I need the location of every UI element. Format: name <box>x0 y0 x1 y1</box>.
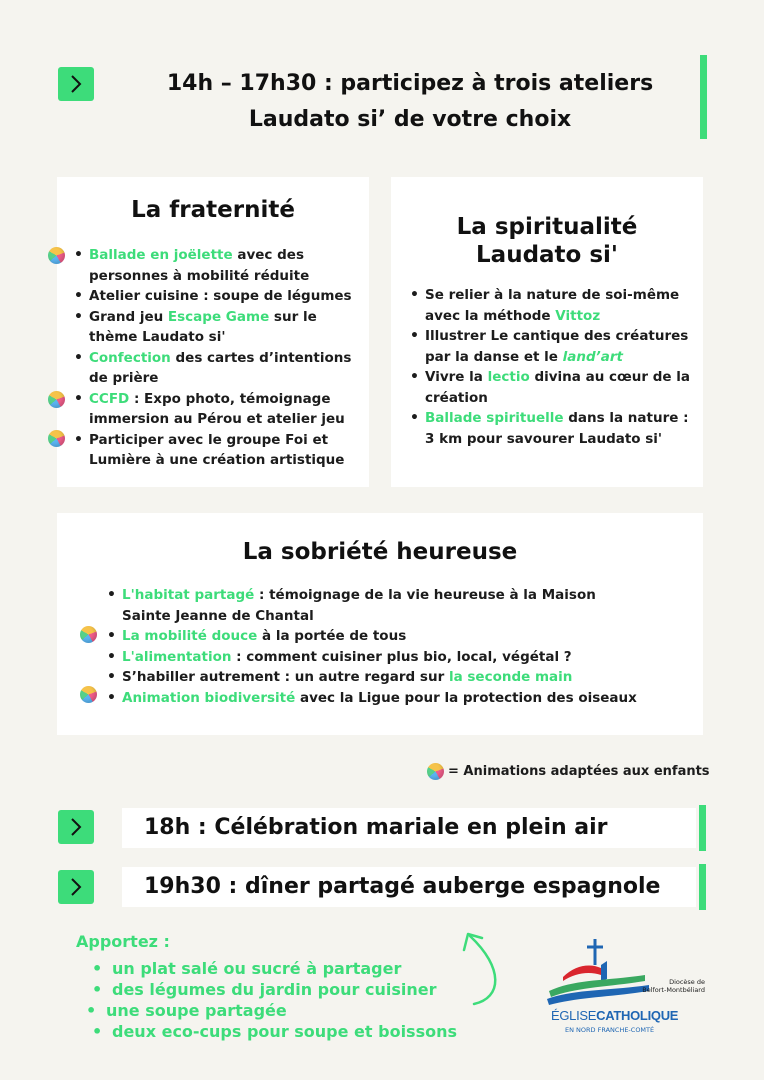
list-item: • Confection des cartes d’intentions de prière <box>89 348 361 389</box>
list-item: • Animation biodiversité avec la Ligue pour la protection des oiseaux <box>122 688 692 709</box>
header-title <box>120 66 700 138</box>
church-logo-icon <box>545 935 655 1007</box>
list-item: • des légumes du jardin pour cuisiner <box>112 979 457 1000</box>
list-item: • La mobilité douce à la portée de tous <box>122 626 692 647</box>
bring-title: Apportez : <box>76 932 170 951</box>
spiritualite-list <box>425 285 693 449</box>
kids-ball-icon <box>80 686 97 703</box>
panel-sobriete <box>57 513 703 735</box>
event-title-celebration: 18h : Célébration mariale en plein air <box>122 808 696 848</box>
event-arrow-button[interactable] <box>58 810 94 844</box>
kids-ball-icon <box>80 626 97 643</box>
list-item: • Grand jeu Escape Game sur le thème Laudato si' <box>89 307 361 348</box>
header-accent-bar <box>700 55 707 139</box>
logo-region: EN NORD FRANCHE-COMTÉ <box>565 1026 655 1034</box>
list-item: • S’habiller autrement : un autre regard sur la seconde main <box>122 667 692 688</box>
list-item: • Ballade spirituelle dans la nature : 3 km pour savourer Laudato si' <box>425 408 693 449</box>
fraternite-list <box>89 245 361 471</box>
list-item: • CCFD : Expo photo, témoignage immersion au Pérou et atelier jeu <box>89 389 361 430</box>
logo-brand: ÉGLISECATHOLIQUE <box>551 1008 679 1023</box>
panel-title: La spiritualité Laudato si' <box>456 214 638 268</box>
chevron-right-icon <box>58 810 94 844</box>
chevron-right-icon <box>58 67 94 101</box>
kids-ball-icon <box>48 247 65 264</box>
list-item: • une soupe partagée <box>106 1000 457 1021</box>
list-item: • L'alimentation : comment cuisiner plus bio, local, végétal ? <box>122 647 692 668</box>
curved-arrow-icon <box>458 928 518 1012</box>
list-item: • L'habitat partagé : témoignage de la vie heureuse à la Maison Sainte Jeanne de Chantal <box>122 585 692 626</box>
list-item: • deux eco-cups pour soupe et boissons <box>112 1021 457 1042</box>
logo-diocese-line2: Belfort-Montbéliard <box>642 986 705 994</box>
list-item: • Atelier cuisine : soupe de légumes <box>89 286 361 307</box>
header-arrow-button[interactable] <box>58 67 94 101</box>
event-arrow-button[interactable] <box>58 870 94 904</box>
list-item: • Vivre la lectio divina au cœur de la création <box>425 367 693 408</box>
bring-list <box>106 958 458 1042</box>
header-title-line2: Laudato si’ de votre choix <box>248 107 572 132</box>
panel-fraternite <box>57 177 369 487</box>
legend-text: = Animations adaptées aux enfants <box>448 764 710 779</box>
panel-title: La fraternité <box>131 197 295 223</box>
list-item: • Se relier à la nature de soi-même avec la méthode Vittoz <box>425 285 693 326</box>
kids-ball-icon <box>48 391 65 408</box>
event-title-diner: 19h30 : dîner partagé auberge espagnole <box>122 867 696 907</box>
list-item: • Ballade en joëlette avec des personnes à mobilité réduite <box>89 245 361 286</box>
kids-ball-icon <box>427 763 444 780</box>
sobriete-list <box>122 585 692 708</box>
event-accent-bar <box>699 864 706 910</box>
list-item: • un plat salé ou sucré à partager <box>112 958 457 979</box>
event-accent-bar <box>699 805 706 851</box>
list-item: • Participer avec le groupe Foi et Lumière à une création artistique <box>89 430 361 471</box>
panel-spiritualite <box>391 177 703 487</box>
header-title-line1: 14h – 17h30 : participez à trois ateliers <box>166 71 654 96</box>
diocese-logo <box>545 935 715 1045</box>
list-item: • Illustrer Le cantique des créatures par la danse et le land’art <box>425 326 693 367</box>
logo-diocese-line1: Diocèse de <box>669 978 705 986</box>
chevron-right-icon <box>58 870 94 904</box>
kids-ball-icon <box>48 430 65 447</box>
panel-title: La sobriété heureuse <box>242 539 518 565</box>
